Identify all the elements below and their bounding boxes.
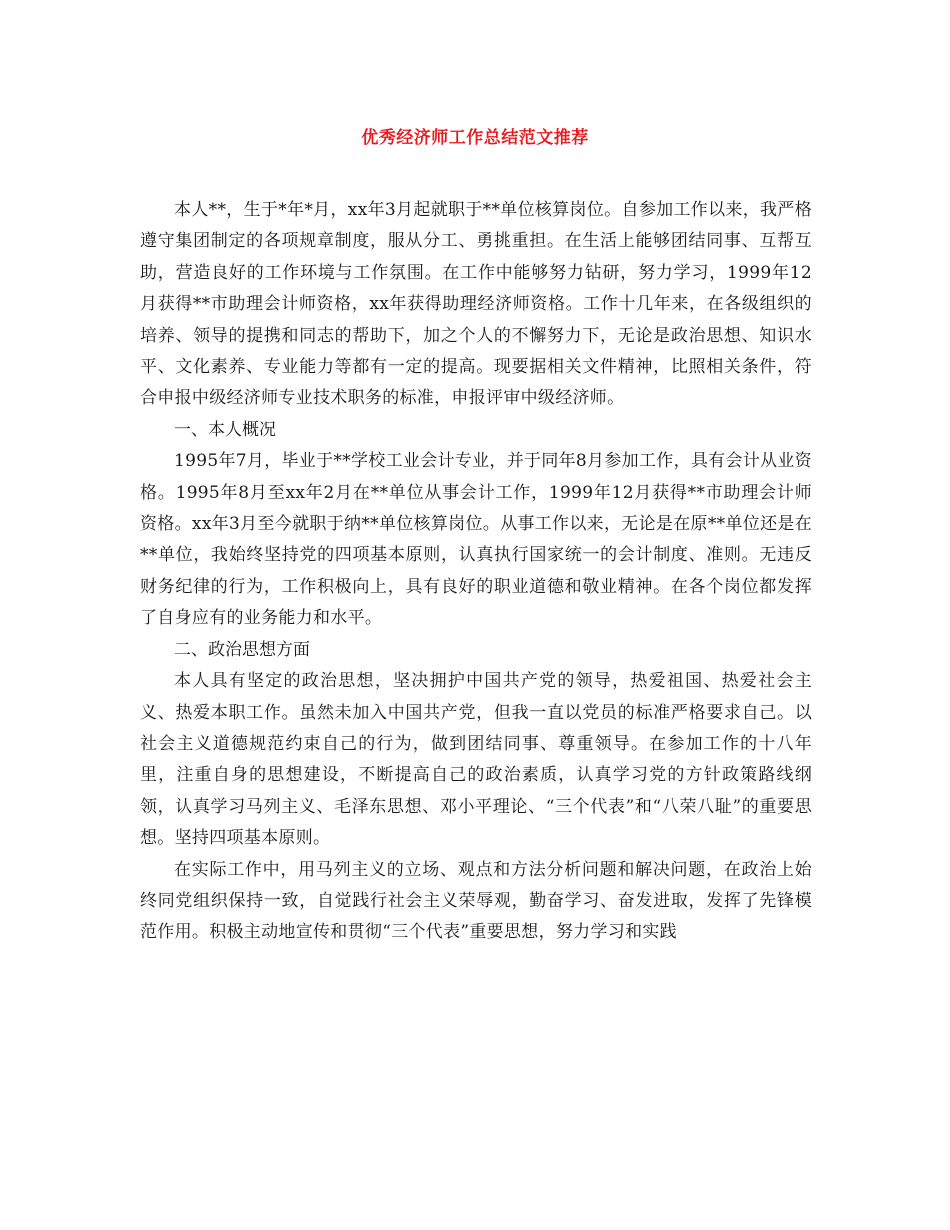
paragraph-intro: 本人**，生于*年*月，xx年3月起就职于**单位核算岗位。自参加工作以来，我严格遵守集团制定的各项规章制度，服从分工、勇挑重担。在生活上能够团结同事、互帮互助，营造良好的工作环境与工作氛围。在工作中能够努力钻研，努力学习，1999年12月获得**市助理会计师资格，xx年获得助理经济师资格。工作十几年来，在各级组织的培养、领导的提携和同志的帮助下，加之个人的不懈努力下，无论是政治思想、知识水平、文化素养、专业能力等都有一定的提高。现要据相关文件精神，比照相关条件，符合申报中级经济师专业技术职务的标准，申报评审中级经济师。 (140, 200, 812, 409)
section-heading-overview: 一、本人概况 (174, 419, 276, 440)
document-body (140, 195, 812, 949)
paragraph-political-1: 本人具有坚定的政治思想，坚决拥护中国共产党的领导，热爱祖国、热爱社会主义、热爱本职工作。虽然未加入中国共产党，但我一直以党员的标准严格要求自己。以社会主义道德规范约束自己的行为，做到团结同事、尊重领导。在参加工作的十八年里，注重自身的思想建设，不断提高自己的政治素质，认真学习党的方针政策路线纲领，认真学习马列主义、毛泽东思想、邓小平理论、“三个代表”和“八荣八耻”的重要思想。坚持四项基本原则。 (140, 671, 812, 849)
document-title: 优秀经济师工作总结范文推荐 (361, 128, 589, 148)
paragraph-political-2: 在实际工作中，用马列主义的立场、观点和方法分析问题和解决问题，在政治上始终同党组织保持一致，自觉践行社会主义荣辱观，勤奋学习、奋发进取，发挥了先锋模范作用。积极主动地宣传和贯彻“三个代表”重要思想，努力学习和实践 (140, 859, 812, 943)
paragraph-overview: 1995年7月，毕业于**学校工业会计专业，并于同年8月参加工作，具有会计从业资格。1995年8月至xx年2月在**单位从事会计工作，1999年12月获得**市助理会计师资格。xx年3月至今就职于纳**单位核算岗位。从事工作以来，无论是在原**单位还是在**单位，我始终坚持党的四项基本原则，认真执行国家统一的会计制度、准则。无违反财务纪律的行为，工作积极向上，具有良好的职业道德和敬业精神。在各个岗位都发挥了自身应有的业务能力和水平。 (140, 451, 812, 629)
section-heading-political: 二、政治思想方面 (174, 639, 310, 660)
